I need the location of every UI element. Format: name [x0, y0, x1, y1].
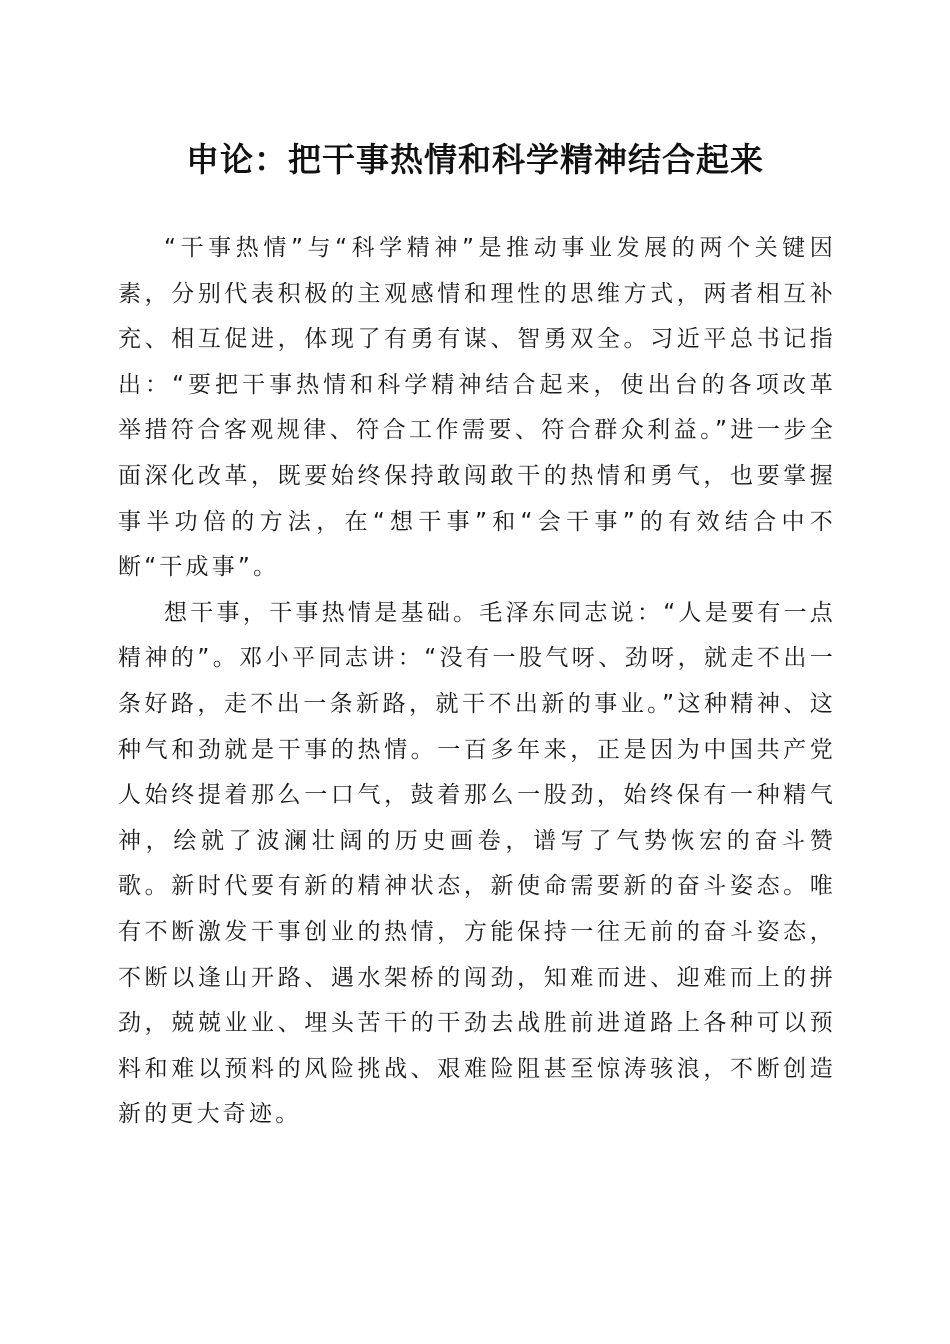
page-title: 申论：把干事热情和科学精神结合起来 [186, 140, 764, 179]
article-body [118, 226, 836, 1138]
paragraph-1: “干事热情”与“科学精神”是推动事业发展的两个关键因素，分别代表积极的主观感情和理性的思维方式，两者相互补充、相互促进，体现了有勇有谋、智勇双全。习近平总书记指出：“要把干事热情和科学精神结合起来，使出台的各项改革举措符合客观规律、符合工作需要、符合群众利益。”进一步全面深化改革，既要始终保持敢闯敢干的热情和勇气，也要掌握事半功倍的方法，在“想干事”和“会干事”的有效结合中不断“干成事”。 [118, 235, 836, 581]
paragraph-2: 想干事，干事热情是基础。毛泽东同志说：“人是要有一点精神的”。邓小平同志讲：“没有一股气呀、劲呀，就走不出一条好路，走不出一条新路，就干不出新的事业。”这种精神、这种气和劲就是干事的热情。一百多年来，正是因为中国共产党人始终提着那么一口气，鼓着那么一股劲，始终保有一种精气神，绘就了波澜壮阔的历史画卷，谱写了气势恢宏的奋斗赞歌。新时代要有新的精神状态，新使命需要新的奋斗姿态。唯有不断激发干事创业的热情，方能保持一往无前的奋斗姿态，不断以逢山开路、遇水架桥的闯劲，知难而进、迎难而上的拼劲，兢兢业业、埋头苦干的干劲去战胜前进道路上各种可以预料和难以预料的风险挑战、艰难险阻甚至惊涛骇浪，不断创造新的更大奇迹。 [118, 599, 836, 1128]
